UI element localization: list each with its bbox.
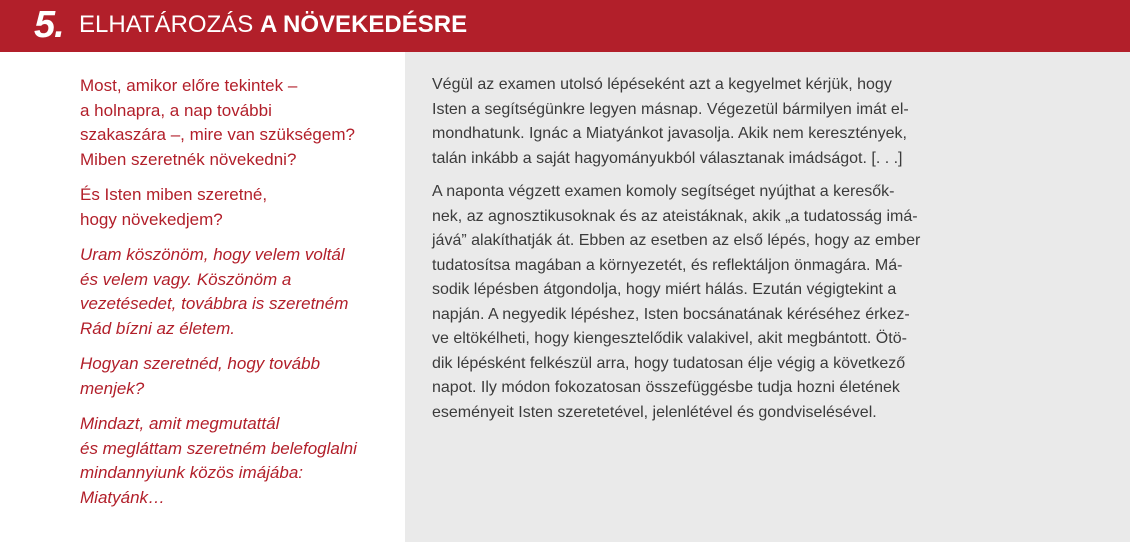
prayer-paragraph: Hogyan szeretnéd, hogy tovább menjek?: [80, 354, 321, 398]
section-title-light: ELHATÁROZÁS: [79, 11, 254, 38]
question-paragraph: Most, amikor előre tekintek – a holnapra, a nap további szakaszára –, mire van szükségem? Miben szeretnék növekedni?: [80, 76, 355, 169]
question-paragraph: És Isten miben szeretné, hogy növekedjem?: [80, 185, 268, 229]
section-number: 5.: [34, 4, 64, 46]
body-paragraph: A naponta végzett examen komoly segítséget nyújthat a keresők- nek, az agnosztikusoknak és az ateistáknak, akik „a tudatosság imá- jává” alakíthatják át. Ebben az esetben az első lépés, hogy az ember tudatosítsa magában a környezetét, és reflektáljon önmagára. Má- sodik lépésben átgondolja, hogy miért hálás. Ezután végigtekint a napján. A negyedik lépéshez, Isten bocsánatának kéréséhez érkez- ve eltökélheti, hogy kiengesztelődik valakivel, akit megbántott. Ötö- dik lépésként felkészül arra, hogy tudatosan élje végig a következő napot. Ily módon fokozatosan összefüggésbe tudja hozni életének eseményeit Isten szeretetével, jelenlétével és gondviselésével.: [432, 183, 921, 421]
section-header: [0, 0, 1130, 52]
prayer-paragraph: Mindazt, amit megmutattál és megláttam szeretném belefoglalni mindannyiunk közös imájába: Miatyánk…: [80, 414, 357, 507]
section-title: [79, 9, 467, 41]
body-text-panel: [405, 52, 1130, 542]
body-paragraph: Végül az examen utolsó lépéseként azt a kegyelmet kérjük, hogy Isten a segítségünkre legyen másnap. Végezetül bármilyen imát el- mondhatunk. Ignác a Miatyánkot javasolja. Akik nem keresztények, talán inkább a saját hagyományukból választanak imádságot. [. . .]: [432, 76, 909, 167]
section-title-bold: A NÖVEKEDÉSRE: [259, 11, 468, 38]
body-text: [432, 73, 926, 434]
prayer-paragraph: Uram köszönöm, hogy velem voltál és velem vagy. Köszönöm a vezetésedet, továbbra is szeretném Rád bízni az életem.: [80, 245, 349, 338]
reflection-questions: [80, 74, 390, 521]
